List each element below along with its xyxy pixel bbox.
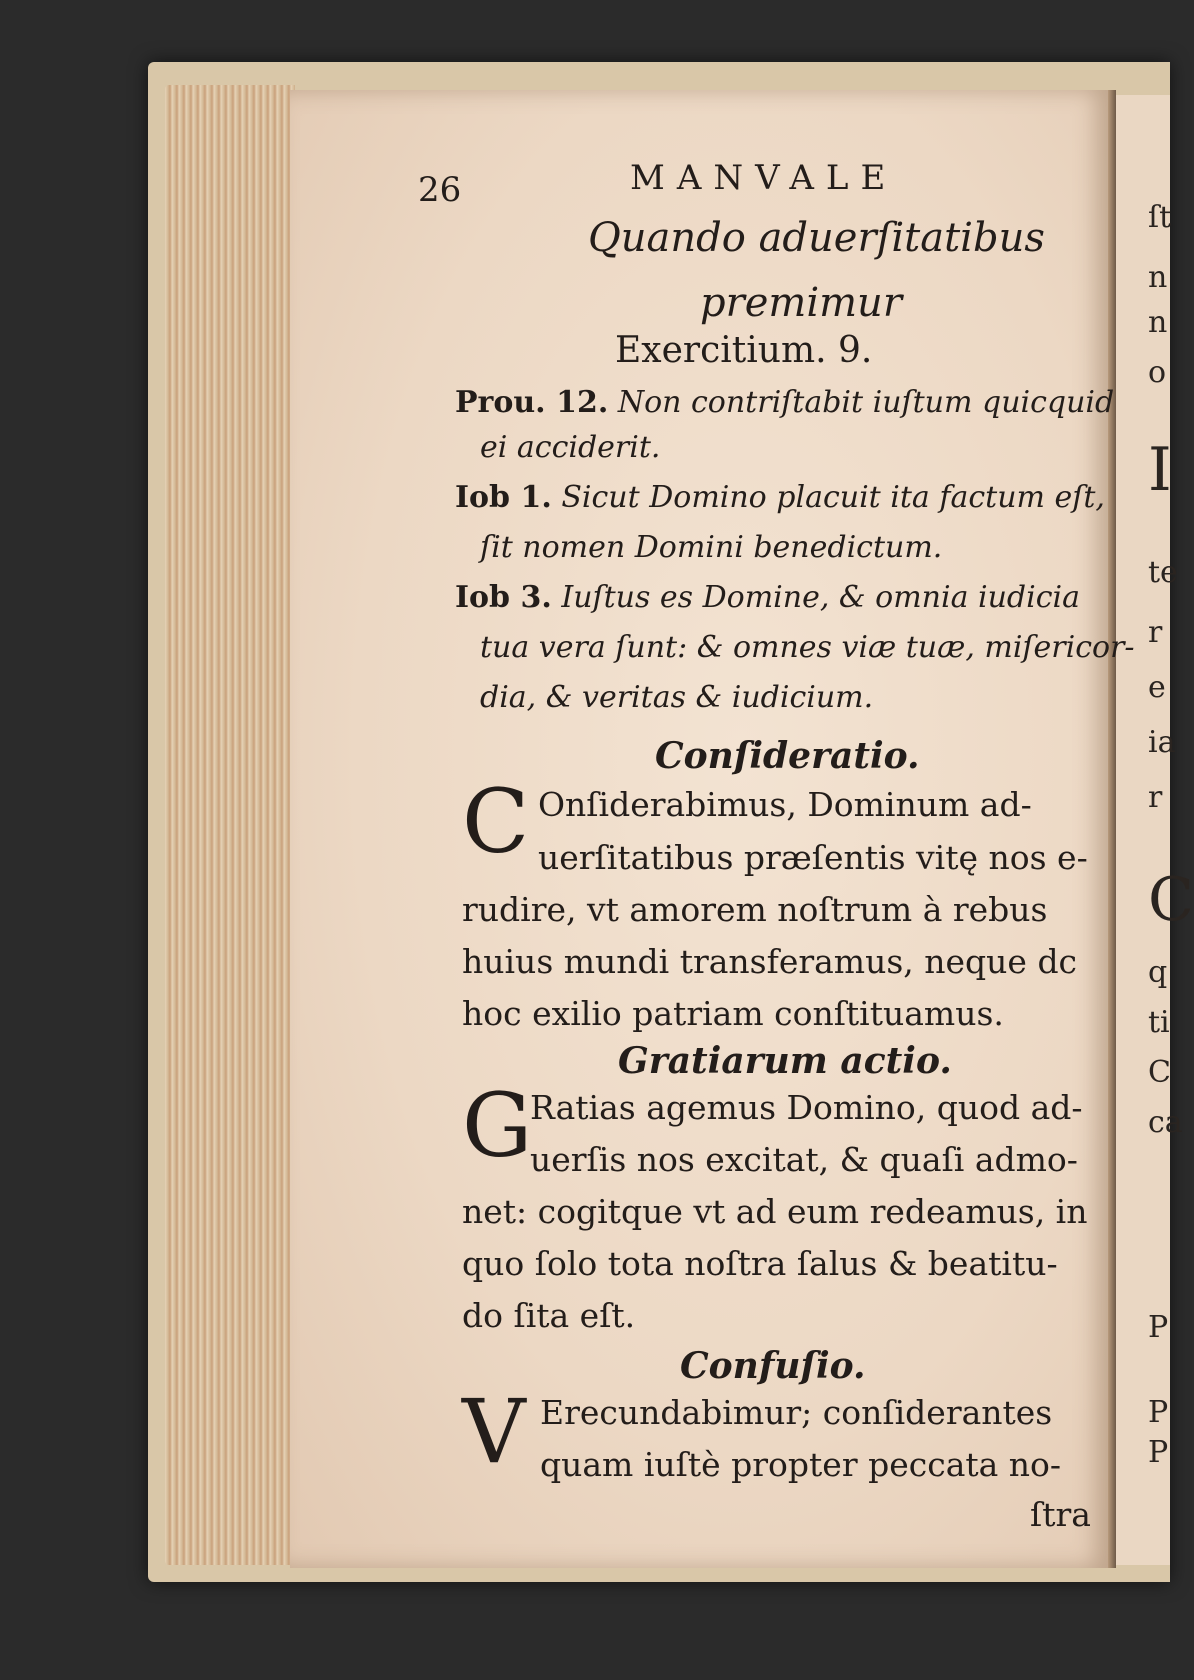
fragment: o [1148,355,1167,390]
chapter-title-line2: premimur [700,280,902,326]
fragment: ia [1148,725,1176,760]
body-line: uerſitatibus præſentis vitę nos e- [538,838,1088,877]
fragment: q [1148,955,1168,990]
drop-cap: C [462,770,530,873]
drop-cap: V [462,1380,526,1483]
quote-line [455,580,1080,615]
section-heading: Gratiarum actio. [618,1040,952,1082]
fragment: P [1148,1395,1169,1430]
page-number: 26 [418,170,462,210]
fragment: n [1148,305,1168,340]
body-line: quam iuſtè propter peccata no- [540,1445,1062,1484]
fragment: r [1148,780,1163,815]
body-line: rudire, vt amorem noſtrum à rebus [462,890,1048,929]
fragment: r [1148,615,1163,650]
body-line: net: cogitque vt ad eum redeamus, in [462,1192,1088,1231]
body-line: hoc exilio patriam conſtituamus. [462,994,1004,1033]
exercise-label: Exercitium. 9. [615,330,873,371]
body-line: Erecundabimur; conſiderantes [540,1393,1053,1432]
quote-text: Sicut Domino placuit ita factum eſt, [561,480,1105,515]
fragment: P [1148,1435,1169,1470]
fragment: n [1148,260,1168,295]
quote-line: ei acciderit. [480,430,661,465]
fragment: ti [1148,1005,1170,1040]
body-line: Onſiderabimus, Dominum ad- [538,785,1032,824]
fragment: ſt [1148,200,1172,235]
fragment: te [1148,555,1178,590]
running-head: MANVALE [630,158,898,198]
fragment: ca [1148,1105,1183,1140]
quote-text: Iuſtus es Domine, & omnia iudicia [561,580,1081,615]
body-line: do ſita eſt. [462,1296,636,1335]
chapter-title-line1: Quando aduerſitatibus [588,215,1045,261]
scripture-ref: Iob 3. [455,580,552,615]
body-line: ſtra [1030,1495,1091,1534]
body-line: quo ſolo tota noſtra ſalus & beatitu- [462,1244,1058,1283]
section-heading: Confuſio. [680,1345,866,1387]
quote-line [455,480,1105,515]
section-heading: Conſideratio. [655,735,920,777]
body-line: uerſis nos excitat, & quaſi admo- [530,1140,1078,1179]
scripture-ref: Iob 1. [455,480,552,515]
quote-line: ſit nomen Domini benedictum. [480,530,943,565]
quote-line: dia, & veritas & iudicium. [480,680,874,715]
drop-cap: G [462,1074,533,1177]
fragment: C [1148,865,1194,935]
quote-line [455,385,1114,420]
fragment: C [1148,1055,1171,1090]
body-line: Ratias agemus Domino, quod ad- [530,1088,1083,1127]
body-line: huius mundi transferamus, neque dc [462,942,1078,981]
fragment: e [1148,670,1166,705]
quote-text: Non contriſtabit iuſtum quicquid [617,385,1115,420]
quote-line: tua vera ſunt: & omnes viæ tuæ, miſericor- [480,630,1135,665]
scripture-ref: Prou. 12. [455,385,609,420]
fragment: P [1148,1310,1169,1345]
fragment: I [1148,435,1172,505]
